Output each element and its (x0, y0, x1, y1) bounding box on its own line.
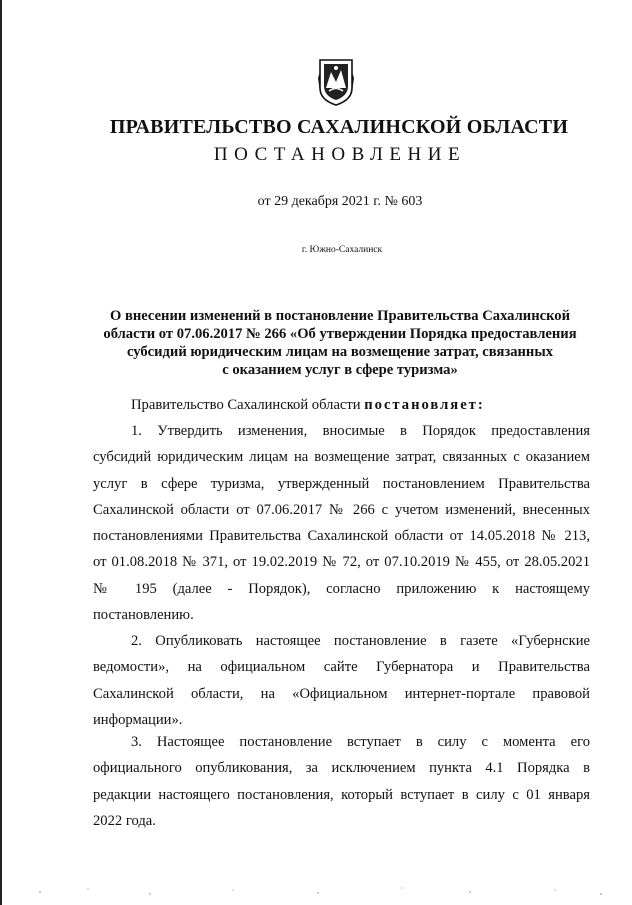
item-1-line: субсидий юридическим лицам на возмещение затрат, связанных с оказанием (93, 449, 590, 466)
item-1-line: от 01.08.2018 № 371, от 19.02.2019 № 72, от 07.10.2019 № 455, от 28.05.2021 (93, 554, 590, 571)
item-3-line: 3. Настоящее постановление вступает в силу с момента его (131, 734, 590, 750)
scan-noise (0, 880, 632, 900)
item-1-line: постановлению. (93, 607, 194, 624)
item-3-line: 2022 года. (93, 812, 156, 829)
item-1-line: 1. Утвердить изменения, вносимые в Порядок предоставления (131, 423, 590, 439)
item-3-line: официального опубликования, за исключением пункта 4.1 Порядка в (93, 760, 590, 777)
subject-line: области от 07.06.2017 № 266 «Об утверждении Порядка предоставления (103, 326, 577, 342)
item-3-paragraph (93, 729, 590, 834)
subject-line: с оказанием услуг в сфере туризма» (222, 362, 458, 378)
document-type: ПОСТАНОВЛЕНИЕ (213, 144, 467, 165)
sakhalin-coat-of-arms-icon (317, 58, 355, 106)
item-2-line: ведомости», на официальном сайте Губернатора и Правительства (93, 659, 590, 676)
item-1-line: услуг в сфере туризма, утвержденный постановлением Правительства (93, 475, 590, 492)
item-2-line: Сахалинской области, на «Официальном интернет-портале правовой (93, 685, 590, 702)
item-1-paragraph (93, 418, 590, 628)
item-2-line: 2. Опубликовать настоящее постановление в газете «Губернские (131, 633, 590, 649)
organization-title: ПРАВИТЕЛЬСТВО САХАЛИНСКОЙ ОБЛАСТИ (109, 116, 569, 138)
item-3-line: редакции настоящего постановления, который вступает в силу с 01 января (93, 786, 590, 803)
item-1-line: № 195 (далее - Порядок), согласно приложению к настоящему (93, 580, 590, 597)
item-1-line: постановлениями Правительства Сахалинской области от 14.05.2018 № 213, (93, 528, 590, 545)
item-2-line: информации». (93, 711, 183, 728)
item-2-paragraph (93, 628, 590, 733)
preamble-line (93, 392, 590, 418)
item-1-line: Сахалинской области от 07.06.2017 № 266 с учетом изменений, внесенных (93, 501, 590, 518)
subject-line: О внесении изменений в постановление Правительства Сахалинской (109, 308, 571, 324)
preamble-lead: Правительство Сахалинской области (131, 397, 365, 413)
preamble-verb: постановляет: (364, 397, 485, 413)
preamble-paragraph (93, 392, 590, 418)
document-subject (90, 307, 590, 379)
document-date-number: от 29 декабря 2021 г. № 603 (257, 194, 423, 209)
document-place: г. Южно-Сахалинск (301, 245, 383, 255)
subject-line: субсидий юридическим лицам на возмещение затрат, связанных (126, 344, 554, 360)
